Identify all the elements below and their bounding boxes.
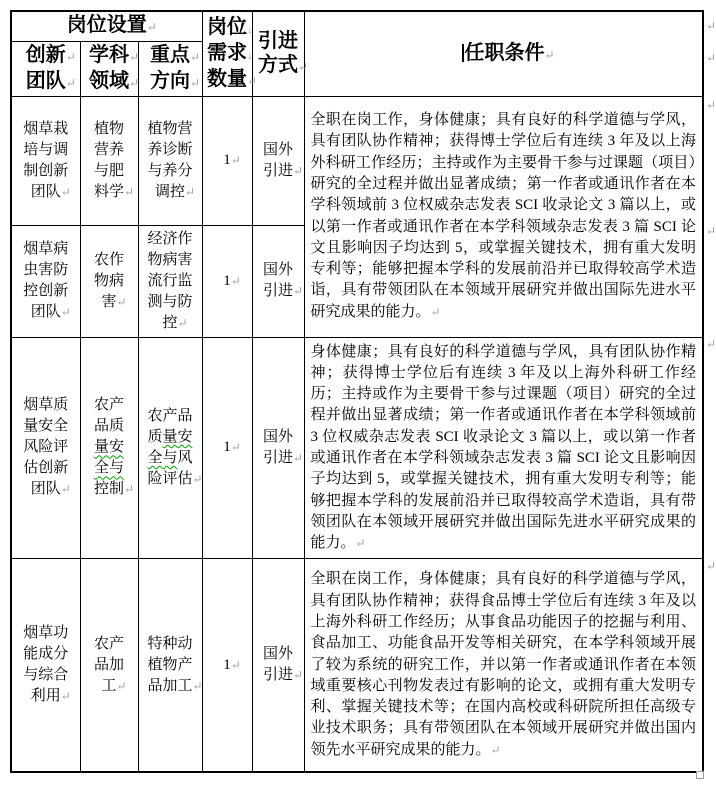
- header-field-line1: 学科: [89, 43, 129, 66]
- header-position-setup-label: 岗位设置: [66, 14, 147, 37]
- field-cell[interactable]: 植物营养与肥料学↵: [80, 96, 138, 225]
- header-demand-count[interactable]: 岗位↓ 需求↓ 数量↵: [202, 11, 252, 96]
- direction-cell[interactable]: 植物营养诊断与养分调控↵: [138, 96, 202, 225]
- field-text: 农产品质: [93, 397, 124, 435]
- table-row: [11, 559, 703, 772]
- header-demand-line2: 需求: [207, 41, 247, 64]
- header-demand-line3: 数量: [207, 67, 247, 90]
- conditions-text: 身体健康；具有良好的科学道德与学风，具有团队协作精神；获得博士学位后有连续 3 年及以上海外科研工作经历；主持或作为主要骨干参与过课题（项目）研究的全过程并做出显著成绩；第一作者或通讯作者在本学科领域前 3 位权威杂志发表 SCI 收录论文 3 篇以上，或以第一作者或通讯作者在本学科领域杂志发表 3 篇 SCI 论文且影响因子均达到 5，或掌握关键技术，拥有重大发明专利等；能够把握本学科的发展前沿并已取得较高学术造诣，具有带领团队在本领域开展研究并做出国际先进水平研究成果的能力。: [310, 343, 696, 552]
- count-cell[interactable]: 1↵: [202, 225, 252, 337]
- field-text: 控制: [93, 481, 124, 498]
- direction-text: 植物营养诊断与养分调控: [147, 120, 193, 200]
- conditions-cell[interactable]: 全职在岗工作，身体健康；具有良好的科学道德与学风，具有团队协作精神；获得博士学位后有连续 3 年及以上海外科研工作经历；主持或作为主要骨干参与过课题（项目）研究的全过程并做出显著成绩；第一作者或通讯作者在本学科领域前 3 位权威杂志发表 SCI 收录论文 3 篇以上，或以第一作者或通讯作者在本学科领域杂志发表 3 篇 SCI 论文且影响因子均达到 5，或掌握关键技术，拥有重大发明专利等；能够把握本学科的发展前沿并已取得较高学术造诣，具有带领团队在本领域开展研究并做出国际先进水平研究成果的能力。↵: [304, 96, 703, 337]
- header-direction-line1: 重点: [150, 43, 190, 66]
- recruitment-positions-table: [10, 10, 704, 773]
- method-cell[interactable]: 国外引进↵: [252, 96, 304, 225]
- header-field-line2: 领域: [89, 69, 129, 92]
- field-cell[interactable]: 农作物病害↵: [80, 225, 138, 337]
- count-value: 1: [223, 152, 231, 168]
- table-row: [11, 337, 703, 559]
- conditions-cell[interactable]: 全职在岗工作，身体健康；具有良好的科学道德与学风，具有团队协作精神；获得食品博士学位后有连续 3 年及以上海外科研工作经历；从事食品功能因子的挖掘与利用、食品加工、功能食品开发等相关研究，在本学科领域开展了较为系统的研究工作，并以第一作者或通讯作者在本领域重要核心刊物发表过有影响的论文，或拥有重大发明专利、掌握关键技术等；在国内高校或科研院所担任高级专业技术职务；具有带领团队在本领域开展研究并做出国内领先水平研究成果的能力。↵: [304, 559, 703, 772]
- team-cell[interactable]: 烟草质量安全风险评估创新团队↵: [11, 337, 80, 559]
- count-cell[interactable]: 1↵: [202, 337, 252, 559]
- text-cursor: [462, 44, 464, 62]
- field-text: 植物营养与肥料学: [93, 120, 124, 200]
- count-cell[interactable]: 1↵: [202, 559, 252, 772]
- field-text: 农作物病害: [93, 251, 124, 310]
- table-row: [11, 96, 703, 225]
- method-text: 国外引进: [262, 428, 293, 466]
- header-key-direction[interactable]: 重点↵ 方向↵: [138, 41, 202, 96]
- header-team-line2: 团队: [25, 69, 66, 92]
- field-cell[interactable]: 农产品质量安全与控制↵: [80, 337, 138, 559]
- direction-text: 经济作物病害流行监测与防控: [147, 230, 193, 331]
- header-qualifications[interactable]: 任职条件↵: [304, 11, 703, 96]
- method-text: 国外引进: [262, 646, 293, 684]
- direction-text: 特种动植物产品加工: [147, 635, 193, 694]
- spellcheck-underline: 量安全与: [147, 428, 193, 466]
- header-direction-line2: 方向: [150, 69, 190, 92]
- method-text: 国外引进: [262, 262, 293, 299]
- direction-cell[interactable]: 农产品质量安全与风险评估↵: [138, 337, 202, 559]
- header-discipline-field[interactable]: 学科↵ 领域↵: [80, 41, 138, 96]
- header-recruit-method[interactable]: 引进方式↵: [252, 11, 304, 96]
- direction-cell[interactable]: 经济作物病害流行监测与防控↵: [138, 225, 202, 337]
- conditions-text: 全职在岗工作，身体健康；具有良好的科学道德与学风，具有团队协作精神；获得博士学位后有连续 3 年及以上海外科研工作经历；主持或作为主要骨干参与过课题（项目）研究的全过程并做出显著成绩；第一作者或通讯作者在本学科领域前 3 位权威杂志发表 SCI 收录论文 3 篇以上，或以第一作者或通讯作者在本学科领域杂志发表 3 篇 SCI 论文且影响因子均达到 5，或掌握关键技术，拥有重大发明专利等；能够把握本学科的发展前沿并已取得较高学术造诣，具有带领团队在本领域开展研究并做出国际先进水平研究成果的能力。: [310, 112, 696, 320]
- count-value: 1: [223, 656, 231, 673]
- end-of-row-mark: ↵: [706, 51, 716, 65]
- team-name: 烟草功能成分与综合利用: [23, 625, 69, 705]
- field-cell[interactable]: 农产品加工↵: [80, 559, 138, 772]
- team-cell[interactable]: 烟草病虫害防控创新团队↵: [11, 225, 80, 337]
- team-name: 烟草病虫害防控创新团队: [23, 241, 69, 320]
- spellcheck-underline: 量安全与: [93, 439, 124, 477]
- end-of-row-mark: ↵: [706, 98, 716, 112]
- conditions-cell[interactable]: 身体健康；具有良好的科学道德与学风，具有团队协作精神；获得博士学位后有连续 3 年及以上海外科研工作经历；主持或作为主要骨干参与过课题（项目）研究的全过程并做出显著成绩；第一作者或通讯作者在本学科领域前 3 位权威杂志发表 SCI 收录论文 3 篇以上，或以第一作者或通讯作者在本学科领域杂志发表 3 篇 SCI 论文且影响因子均达到 5，或掌握关键技术，拥有重大发明专利等；能够把握本学科的发展前沿并已取得较高学术造诣，具有带领团队在本领域开展研究并做出国际先进水平研究成果的能力。↵: [304, 337, 703, 559]
- method-cell[interactable]: 国外引进↵: [252, 559, 304, 772]
- team-name: 烟草质量安全风险评估创新团队: [23, 397, 69, 498]
- conditions-text: 全职在岗工作，身体健康；具有良好的科学道德与学风，具有团队协作精神；获得食品博士学位后有连续 3 年及以上海外科研工作经历；从事食品功能因子的挖掘与利用、食品加工、功能食品开发等相关研究，在本学科领域开展了较为系统的研究工作，并以第一作者或通讯作者在本领域重要核心刊物发表过有影响的论文，或拥有重大发明专利、掌握关键技术等；在国内高校或科研院所担任高级专业技术职务；具有带领团队在本领域开展研究并做出国内领先水平研究成果的能力。: [310, 571, 696, 758]
- end-of-row-mark: ↵: [706, 337, 716, 351]
- count-value: 1: [223, 439, 231, 456]
- count-cell[interactable]: 1↵: [202, 96, 252, 225]
- header-demand-line1: 岗位: [207, 15, 247, 38]
- method-text: 国外引进: [262, 141, 293, 179]
- team-cell[interactable]: 烟草功能成分与综合利用↵: [11, 559, 80, 772]
- header-team-line1: 创新: [25, 43, 66, 66]
- header-innovation-team[interactable]: 创新↵ 团队↵: [11, 41, 80, 96]
- direction-cell[interactable]: 特种动植物产品加工↵: [138, 559, 202, 772]
- header-recruit-method-label: 引进方式: [258, 29, 298, 76]
- direction-text: 风险评估: [147, 449, 193, 487]
- method-cell[interactable]: 国外引进↵: [252, 337, 304, 559]
- field-text: 农产品加工: [93, 635, 124, 694]
- team-cell[interactable]: 烟草栽培与调制创新团队↵: [11, 96, 80, 225]
- count-value: 1: [223, 272, 231, 289]
- method-cell[interactable]: 国外引进↵: [252, 225, 304, 337]
- header-position-setup[interactable]: 岗位设置↵: [11, 11, 202, 41]
- end-of-row-mark: ↵: [706, 224, 716, 238]
- direction-text: 农产品质: [147, 407, 193, 445]
- end-of-row-mark: ↵: [706, 19, 716, 33]
- header-row-1: [11, 11, 703, 41]
- end-of-row-mark: ↵: [706, 559, 716, 573]
- header-qualifications-label: 任职条件: [464, 41, 545, 64]
- team-name: 烟草栽培与调制创新团队: [23, 120, 69, 200]
- table-resize-handle[interactable]: [696, 771, 704, 779]
